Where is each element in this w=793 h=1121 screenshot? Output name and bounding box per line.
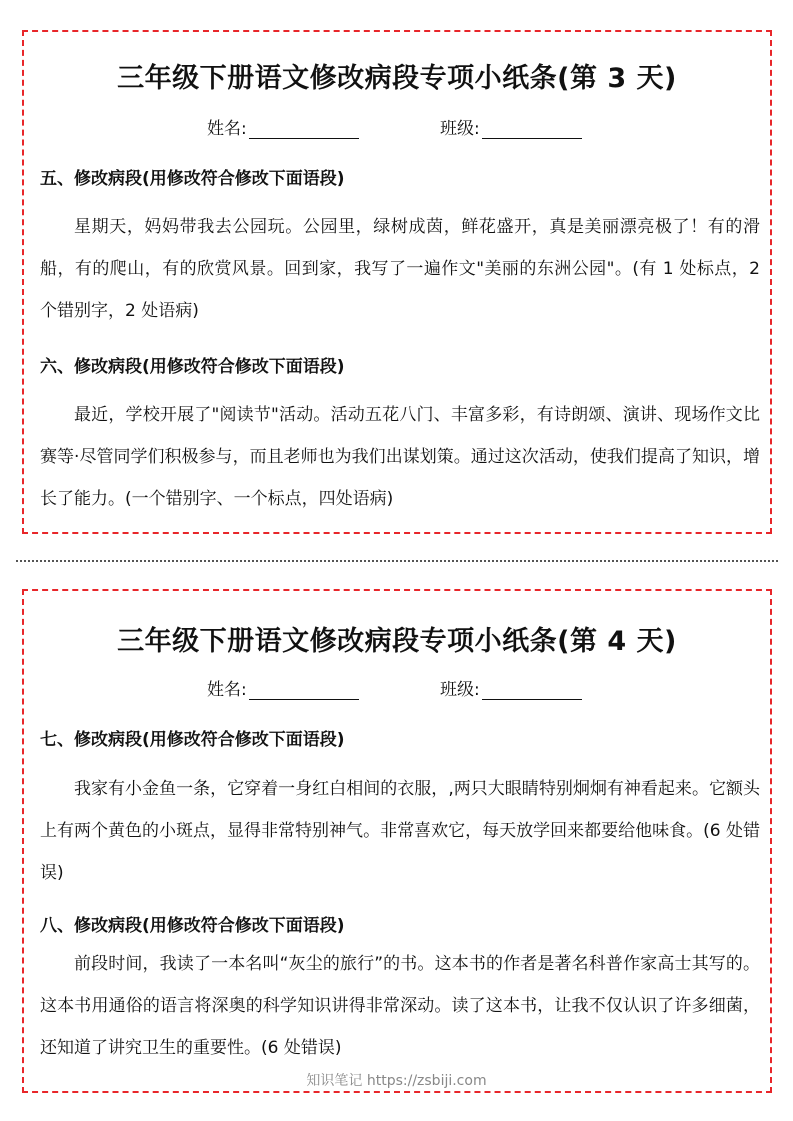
section-heading: 五、修改病段(用修改符合修改下面语段) — [40, 169, 345, 189]
exercise-paragraph: 最近，学校开展了"阅读节"活动。活动五花八门、丰富多彩，有诗朗颂、演讲、现场作文比赛等·尽管同学们积极参与，而且老师也为我们出谋划策。通过这次活动，使我们提高了知识，增长了能力。(一个错别字、一个标点，四处语病) — [40, 405, 760, 509]
section-heading: 八、修改病段(用修改符合修改下面语段) — [40, 916, 345, 936]
class-field[interactable] — [440, 114, 582, 139]
name-field[interactable] — [207, 114, 359, 139]
class-blank[interactable] — [482, 120, 582, 139]
worksheet-title: 三年级下册语文修改病段专项小纸条(第 4 天) — [117, 626, 677, 657]
class-field[interactable] — [440, 675, 582, 700]
footer-watermark[interactable]: 知识笔记 https://zsbiji.com — [306, 1073, 487, 1089]
exercise-paragraph: 我家有小金鱼一条，它穿着一身红白相间的衣服，,两只大眼睛特别炯炯有神看起来。它额头上有两个黄色的小斑点，显得非常特别神气。非常喜欢它，每天放学回来都要给他味食。(6 处错误) — [40, 779, 760, 883]
worksheet-day4 — [22, 589, 772, 1093]
name-blank[interactable] — [249, 681, 359, 700]
name-label: 姓名: — [207, 680, 247, 700]
class-blank[interactable] — [482, 681, 582, 700]
section-heading: 六、修改病段(用修改符合修改下面语段) — [40, 357, 345, 377]
class-label: 班级: — [440, 119, 480, 139]
worksheet-title: 三年级下册语文修改病段专项小纸条(第 3 天) — [117, 63, 677, 94]
name-label: 姓名: — [207, 119, 247, 139]
name-blank[interactable] — [249, 120, 359, 139]
exercise-paragraph: 前段时间，我读了一本名叫“灰尘的旅行”的书。这本书的作者是著名科普作家高士其写的。这本书用通俗的语言将深奥的科学知识讲得非常深动。读了这本书，让我不仅认识了许多细菌，还知道了讲究卫生的重要性。(6 处错误) — [40, 954, 760, 1058]
worksheet-day3 — [22, 30, 772, 534]
exercise-paragraph: 星期天，妈妈带我去公园玩。公园里，绿树成茵，鲜花盛开，真是美丽漂亮极了！有的滑船，有的爬山，有的欣赏风景。回到家，我写了一遍作文"美丽的东洲公园"。(有 1 处标点，2 个错别字，2 处语病) — [40, 217, 760, 321]
name-field[interactable] — [207, 675, 359, 700]
section-heading: 七、修改病段(用修改符合修改下面语段) — [40, 730, 345, 750]
class-label: 班级: — [440, 680, 480, 700]
cut-line-divider — [16, 560, 778, 562]
